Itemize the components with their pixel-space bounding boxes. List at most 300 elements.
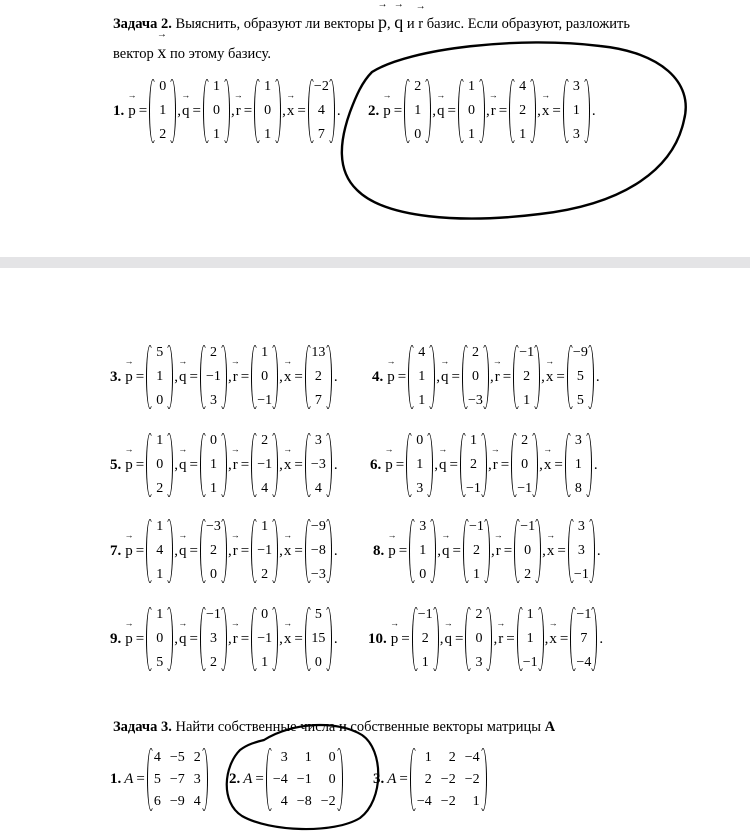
comma: , [227,542,232,559]
vector-component: 0 [261,607,269,622]
vector-x-symbol: → x [284,631,292,648]
vector-component: 1 [156,519,164,534]
vector-q-column [462,344,489,410]
vector-r-symbol: → r [493,457,498,474]
vector-component: 1 [156,433,164,448]
vector-component: 2 [159,127,167,142]
vector-r-symbol: → r [233,369,238,386]
vector-component: 1 [421,655,429,670]
matrix-entry: −1 [296,772,312,787]
vector-p-symbol: → p [125,457,133,474]
task2-and: и [406,16,415,32]
matrix-problem-number: 1. [110,771,122,787]
vector-p-column [149,78,176,144]
vector-component: 2 [524,567,532,582]
matrix-a-symbol: A [387,771,397,787]
vector-component: 0 [314,655,322,670]
problem-4 [372,344,600,410]
equals-sign: = [297,102,306,119]
comma: , [174,630,178,647]
vector-p-column [412,606,439,672]
comma: , [437,542,441,559]
comma: , [432,102,436,119]
comma: , [539,456,543,473]
equals-sign: = [135,456,145,473]
vector-p-symbol: → p [388,543,396,560]
comma: , [485,102,490,119]
vector-q-column [200,344,227,410]
matrix-entry: 0 [328,750,336,765]
equals-sign: = [559,630,569,647]
vector-q-column [465,606,492,672]
matrix-problem-1 [110,748,208,811]
equals-sign: = [552,102,561,119]
vector-component: −1 [520,519,536,534]
vector-component: −1 [522,655,538,670]
vector-component: 4 [418,345,426,360]
vector-component: 5 [156,655,164,670]
problem-7 [110,518,338,584]
matrix-entry: −5 [169,750,185,765]
vector-component: 1 [526,607,534,622]
equals-sign: = [189,630,198,647]
vector-x-column [565,432,592,498]
vector-component: 5 [314,607,322,622]
vector-component: 0 [159,79,167,94]
period: . [333,630,338,647]
comma: , [487,456,492,473]
vector-component: 1 [212,79,220,94]
vector-component: −9 [572,345,588,360]
vector-r-symbol: → r [236,103,241,120]
task2-vector-x: → x [157,43,166,61]
vector-component: −2 [313,79,329,94]
comma: , [489,368,494,385]
period: . [333,542,338,559]
vector-component: 1 [156,607,164,622]
vector-component: 0 [156,393,164,408]
comma: , [279,368,283,385]
task2-text-3: вектор [113,46,154,62]
vector-component: 3 [475,655,483,670]
equals-sign: = [294,368,303,385]
equals-sign: = [498,102,508,119]
vector-x-symbol: → x [284,543,292,560]
equals-sign: = [500,456,510,473]
comma: , [541,368,545,385]
vector-component: 2 [156,481,164,496]
equals-sign: = [393,102,403,119]
period: . [595,368,600,385]
vector-component: −3 [205,519,221,534]
vector-x-column [308,78,335,144]
vector-component: 1 [574,457,582,472]
vector-component: 3 [314,433,322,448]
vector-x-column [567,344,594,410]
period: . [336,102,341,119]
vector-r-symbol: → r [496,543,501,560]
vector-component: 2 [519,103,527,118]
task3-text: Найти собственные числа и собственные векторы матрицы [175,719,541,735]
vector-r-symbol: → r [233,457,238,474]
vector-component: 3 [577,519,585,534]
vector-p-column [146,606,173,672]
vector-r-symbol: → r [233,543,238,560]
period: . [333,368,338,385]
task2-text-1: Выяснить, образуют ли векторы [175,16,375,32]
vector-component: 1 [526,631,534,646]
vector-p-symbol: → p [385,457,393,474]
matrix-entry: 2 [424,772,432,787]
vector-r-column [514,518,541,584]
vector-component: 2 [414,79,422,94]
vector-component: −1 [257,631,273,646]
comma: , [490,542,495,559]
vector-x-symbol: → x [544,457,552,474]
vector-p-column [404,78,431,144]
equals-sign: = [189,456,198,473]
vector-component: 4 [317,103,325,118]
vector-q-column [203,78,230,144]
task2-vector-p: → p [378,13,387,31]
matrix-entry: 6 [153,794,161,809]
vector-component: −1 [417,607,433,622]
equals-sign: = [240,456,250,473]
vector-component: 8 [574,481,582,496]
equals-sign: = [454,630,464,647]
equals-sign: = [398,542,408,559]
period: . [596,542,601,559]
vector-component: −3 [467,393,483,408]
matrix-entry: 1 [304,750,312,765]
vector-q-column [200,432,227,498]
vector-component: 1 [261,345,269,360]
equals-sign: = [395,456,405,473]
matrix-entry: 3 [280,750,288,765]
matrix-entry: 4 [153,750,161,765]
vector-q-column [458,78,485,144]
comma: , [227,456,232,473]
matrix-entry: −2 [440,794,456,809]
equals-sign: = [240,630,250,647]
problem-number: 4. [372,368,384,385]
task2-text-4: по этому базису. [169,46,271,62]
comma: , [174,368,178,385]
vector-component: 0 [261,369,269,384]
vector-q-column [460,432,487,498]
vector-q-symbol: → q [441,369,449,386]
vector-component: 7 [314,393,322,408]
vector-q-symbol: → q [439,457,447,474]
matrix-a-symbol: A [243,771,253,787]
vector-component: 3 [209,631,217,646]
comma: , [544,630,549,647]
vector-component: 0 [419,567,427,582]
vector-component: 0 [521,457,529,472]
equals-sign: = [138,102,148,119]
vector-component: 3 [572,127,580,142]
problem-number: 7. [110,542,122,559]
vector-component: −1 [573,567,589,582]
vector-component: −3 [310,567,326,582]
matrix-entry: 4 [193,794,201,809]
vector-p-symbol: → p [383,103,391,120]
matrix-entry: 3 [193,772,201,787]
vector-component: 15 [311,631,326,646]
vector-component: 0 [524,543,532,558]
vector-component: 1 [264,127,272,142]
problem-10 [368,606,603,672]
vector-q-symbol: → q [182,103,190,120]
problem-number: 10. [368,630,387,647]
vector-r-column [251,432,278,498]
vector-r-column [513,344,540,410]
period: . [599,630,604,647]
vector-x-symbol: → x [284,369,292,386]
vector-component: 2 [261,433,269,448]
comma: , [439,630,444,647]
vector-p-symbol: → p [387,369,395,386]
comma: , [177,102,181,119]
vector-q-symbol: → q [179,631,187,648]
matrix-entry: −7 [169,772,185,787]
equals-sign: = [506,630,515,647]
vector-component: 1 [156,567,164,582]
comma: , [436,368,440,385]
vector-component: 7 [317,127,325,142]
vector-component: 1 [472,567,480,582]
vector-component: 1 [159,103,167,118]
vector-x-column [305,606,332,672]
task2-line-2 [113,43,271,63]
vector-r-column [254,78,281,144]
equals-sign: = [554,456,563,473]
period: . [333,456,338,473]
comma: , [174,456,178,473]
equals-sign: = [451,368,460,385]
comma: , [542,542,546,559]
comma: , [537,102,541,119]
vector-component: 2 [209,655,217,670]
vector-r-symbol: → r [498,631,503,648]
vector-r-symbol: → r [233,631,238,648]
problem-2 [368,78,596,144]
equals-sign: = [136,771,145,787]
vector-component: −1 [519,345,535,360]
vector-component: −1 [576,607,592,622]
problem-3 [110,344,338,410]
vector-p-symbol: → p [125,631,133,648]
task2-text-2: базис. Если образуют, разложить [426,16,631,32]
vector-q-symbol: → q [179,369,187,386]
vector-component: −1 [517,481,533,496]
vector-component: −1 [257,393,273,408]
vector-component: 0 [475,631,483,646]
vector-component: 7 [580,631,588,646]
problem-9 [110,606,338,672]
equals-sign: = [502,368,512,385]
vector-component: 0 [212,103,220,118]
period: . [591,102,596,119]
matrix-entry: −8 [296,794,312,809]
vector-p-symbol: → p [128,103,136,120]
task3-line [113,718,555,736]
matrix-entry: 4 [280,794,288,809]
vector-q-symbol: → q [442,543,450,560]
problem-number: 5. [110,456,122,473]
vector-p-column [409,518,436,584]
vector-r-column [509,78,536,144]
matrix-entry: 1 [472,794,480,809]
equals-sign: = [449,456,458,473]
equals-sign: = [556,368,565,385]
vector-component: 0 [209,567,217,582]
vector-component: 1 [212,127,220,142]
matrix-entry: −2 [440,772,456,787]
vector-component: −1 [465,481,481,496]
vector-p-symbol: → p [125,369,133,386]
vector-component: −3 [310,457,326,472]
vector-component: 1 [419,543,427,558]
problem-number: 1. [113,102,125,119]
problem-number: 3. [110,368,122,385]
vector-component: 1 [467,79,475,94]
vector-q-symbol: → q [179,457,187,474]
vector-component: 2 [475,607,483,622]
vector-component: −9 [310,519,326,534]
vector-component: 4 [519,79,527,94]
vector-r-symbol: → r [495,369,500,386]
problem-number: 8. [373,542,385,559]
vector-component: 5 [156,345,164,360]
vector-q-symbol: → q [444,631,452,648]
equals-sign: = [135,368,145,385]
vector-component: 4 [156,543,164,558]
comma: , [493,630,498,647]
vector-p-symbol: → p [391,631,399,648]
vector-x-symbol: → x [287,103,295,120]
vector-component: 5 [576,369,584,384]
vector-p-column [146,432,173,498]
vector-component: 3 [572,79,580,94]
vector-p-symbol: → p [125,543,133,560]
matrix-problem-number: 2. [229,771,241,787]
comma: , [230,102,235,119]
vector-r-column [251,344,278,410]
vector-component: 1 [519,127,527,142]
vector-component: 3 [577,543,585,558]
vector-component: 1 [418,393,426,408]
task2-comma: , [386,16,391,32]
comma: , [227,630,232,647]
matrix-problem-3 [373,748,487,811]
matrix-grid [266,748,343,811]
equals-sign: = [240,368,250,385]
equals-sign: = [240,542,250,559]
vector-component: −1 [205,607,221,622]
vector-component: 1 [572,103,580,118]
comma: , [434,456,438,473]
period: . [593,456,598,473]
equals-sign: = [243,102,253,119]
vector-component: 1 [523,393,531,408]
equals-sign: = [557,542,566,559]
vector-p-column [406,432,433,498]
matrix-entry: −2 [464,772,480,787]
equals-sign: = [452,542,461,559]
vector-x-column [305,344,332,410]
comma: , [279,630,283,647]
vector-component: 3 [574,433,582,448]
vector-x-column [570,606,597,672]
vector-component: 2 [209,345,217,360]
comma: , [227,368,232,385]
vector-component: −1 [468,519,484,534]
vector-x-symbol: → x [549,631,557,648]
matrix-entry: 0 [328,772,336,787]
vector-component: 1 [261,655,269,670]
vector-x-column [563,78,590,144]
vector-component: 3 [419,519,427,534]
vector-r-column [251,606,278,672]
vector-component: 2 [521,433,529,448]
problem-number: 2. [368,102,380,119]
vector-component: 1 [414,103,422,118]
vector-component: −8 [310,543,326,558]
vector-r-column [511,432,538,498]
equals-sign: = [189,368,198,385]
vector-r-column [251,518,278,584]
problem-6 [370,432,598,498]
matrix-entry: −4 [272,772,288,787]
vector-component: 2 [469,457,477,472]
comma: , [174,542,178,559]
equals-sign: = [401,630,410,647]
vector-component: 3 [209,393,217,408]
problem-5 [110,432,338,498]
vector-r-column [517,606,544,672]
comma: , [279,542,283,559]
vector-component: 5 [576,393,584,408]
matrix-entry: 1 [424,750,432,765]
vector-component: 3 [416,481,424,496]
vector-component: 4 [261,481,269,496]
equals-sign: = [192,102,201,119]
matrix-entry: −2 [320,794,336,809]
vector-component: 2 [421,631,429,646]
vector-x-symbol: → x [546,369,554,386]
vector-component: 1 [261,519,269,534]
task3-matrix-a: A [544,719,556,735]
vector-component: 0 [467,103,475,118]
vector-component: 1 [209,481,217,496]
vector-component: 0 [156,457,164,472]
vector-component: 1 [469,433,477,448]
vector-component: 0 [414,127,422,142]
vector-x-symbol: → x [284,457,292,474]
vector-component: 0 [264,103,272,118]
vector-component: −1 [257,543,273,558]
problem-number: 6. [370,456,382,473]
matrix-problem-2 [229,748,343,811]
vector-component: −1 [257,457,273,472]
equals-sign: = [447,102,456,119]
matrix-entry: 5 [153,772,161,787]
matrix-problem-number: 3. [373,771,385,787]
task2-vector-r: → r [418,15,423,33]
equals-sign: = [255,771,264,787]
matrix-entry: 2 [448,750,456,765]
